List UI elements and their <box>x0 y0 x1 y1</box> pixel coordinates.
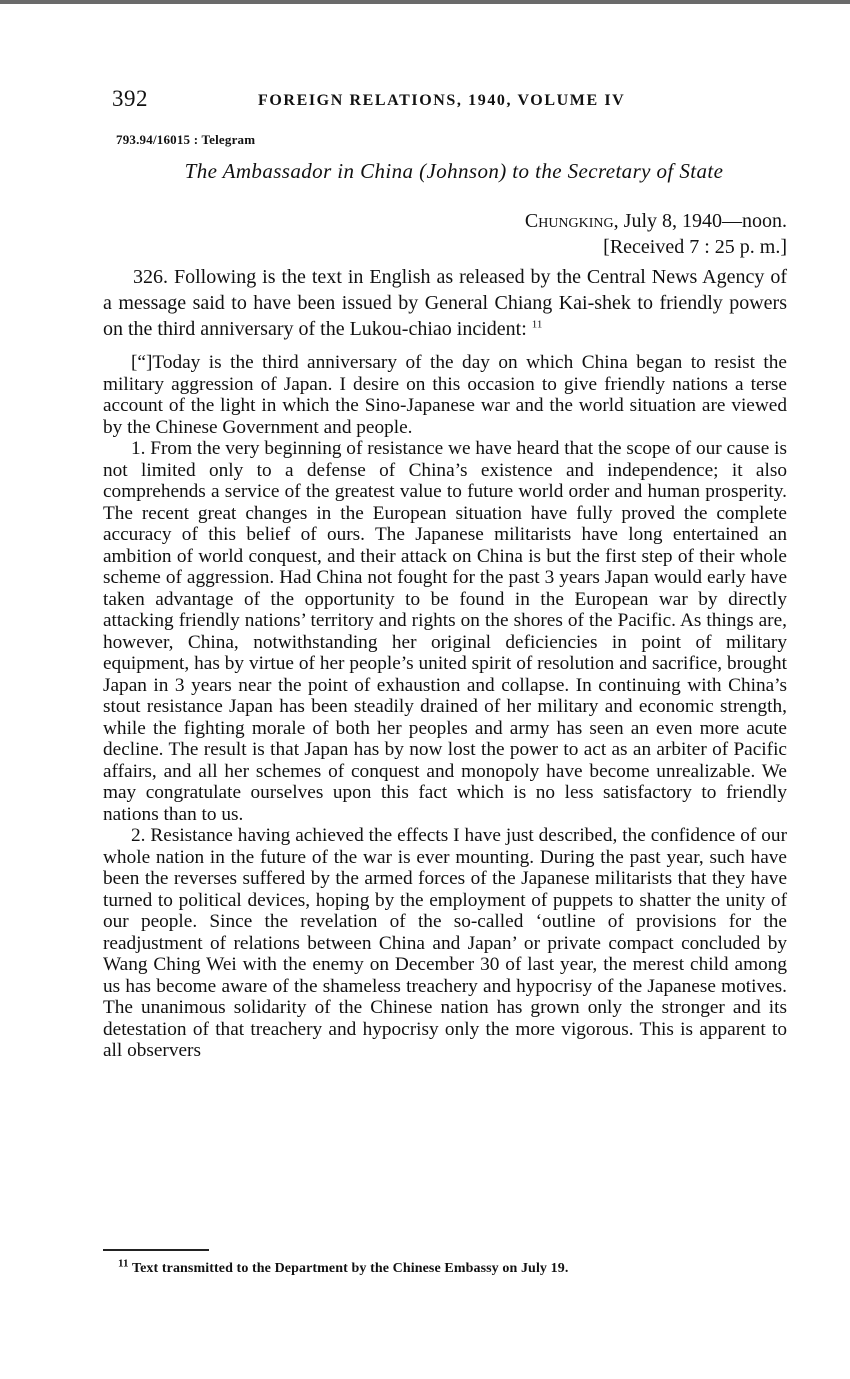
scan-top-edge <box>0 0 850 4</box>
footnote <box>118 1257 569 1277</box>
footnote-rule <box>103 1249 209 1251</box>
document-title: The Ambassador in China (Johnson) to the Secretary of State <box>184 159 724 183</box>
page-header <box>103 86 787 118</box>
received-line: [Received 7 : 25 p. m.] <box>603 236 787 258</box>
dateline-place: Chungking <box>524 210 614 232</box>
message-paragraph-1: 1. From the very beginning of resistance we have heard that the scope of our cause is not limited only to a defense of China’s existence and independence; it also comprehends a service of the greatest value to future world order and human prosperity. The recent great changes in the European situation have fully proved the complete accuracy of this belief of ours. The Japanese militarists have long entertained an ambition of world conquest, and their attack on China is but the first step of their whole scheme of aggression. Had China not fought for the past 3 years Japan would early have taken advantage of the opportunity to be found in the European war by directly attacking friendly nations’ territory and rights on the shores of the Pacific. As things are, however, China, notwithstanding her original deficiencies in point of military equipment, has by virtue of her people’s united spirit of resolution and sacrifice, brought Japan in 3 years near the point of exhaustion and collapse. In continuing with China’s stout resistance Japan has been steadily drained of her military and economic strength, while the fighting morale of both her peoples and army has seen an even more acute decline. The result is that Japan has by now lost the power to act as an arbiter of Pacific affairs, and all her schemes of conquest and monopoly have become unrealizable. We may congratulate ourselves upon this fact which is no less satisfactory to friendly nations than to us. <box>103 438 787 825</box>
dateline-time: , July 8, 1940—noon. <box>613 210 787 232</box>
dateline <box>103 208 787 260</box>
message-text <box>103 352 787 1062</box>
dateline-date <box>103 208 787 234</box>
message-paragraph-2: 2. Resistance having achieved the effects I have just described, the confidence of our whole nation in the future of the war is ever mounting. During the past year, such have been the reverses suffered by the armed forces of the Japanese militarists that they have turned to political devices, hoping by the employment of puppets to shatter the unity of our people. Since the revelation of the so-called ‘outline of provisions for the readjustment of relations between China and Japan’ or private compact concluded by Wang Ching Wei with the enemy on December 30 of last year, the merest child among us has become aware of the shameless treachery and hypocrisy of the Japanese motives. The unanimous solidarity of the Chinese nation has grown only the stronger and its detestation of that treachery and hypocrisy only the more vigorous. This is apparent to all observers <box>103 825 787 1061</box>
running-title: FOREIGN RELATIONS, 1940, VOLUME IV <box>258 92 626 109</box>
intro-footnote-mark: 11 <box>531 318 543 331</box>
page-number: 392 <box>112 86 148 111</box>
intro-paragraph <box>103 264 787 342</box>
file-reference: 793.94/16015 : Telegram <box>116 132 256 147</box>
telegram-intro <box>103 264 787 342</box>
intro-text: 326. Following is the text in English as released by the Central News Agency of a message said to have been issued by General Chiang Kai-shek to friendly powers on the third anniversary of the Lukou-chiao incident: <box>103 266 787 340</box>
message-paragraph-opening: [“]Today is the third anniversary of the day on which China began to resist the military aggression of Japan. I desire on this occasion to give friendly nations a terse account of the light in which the Sino-Japanese war and the world situation are viewed by the Chinese Government and people. <box>103 352 787 438</box>
footnote-text: Text transmitted to the Department by the Chinese Embassy on July 19. <box>128 1261 569 1276</box>
footnote-mark: 11 <box>118 1257 129 1270</box>
document-page <box>103 86 787 1062</box>
